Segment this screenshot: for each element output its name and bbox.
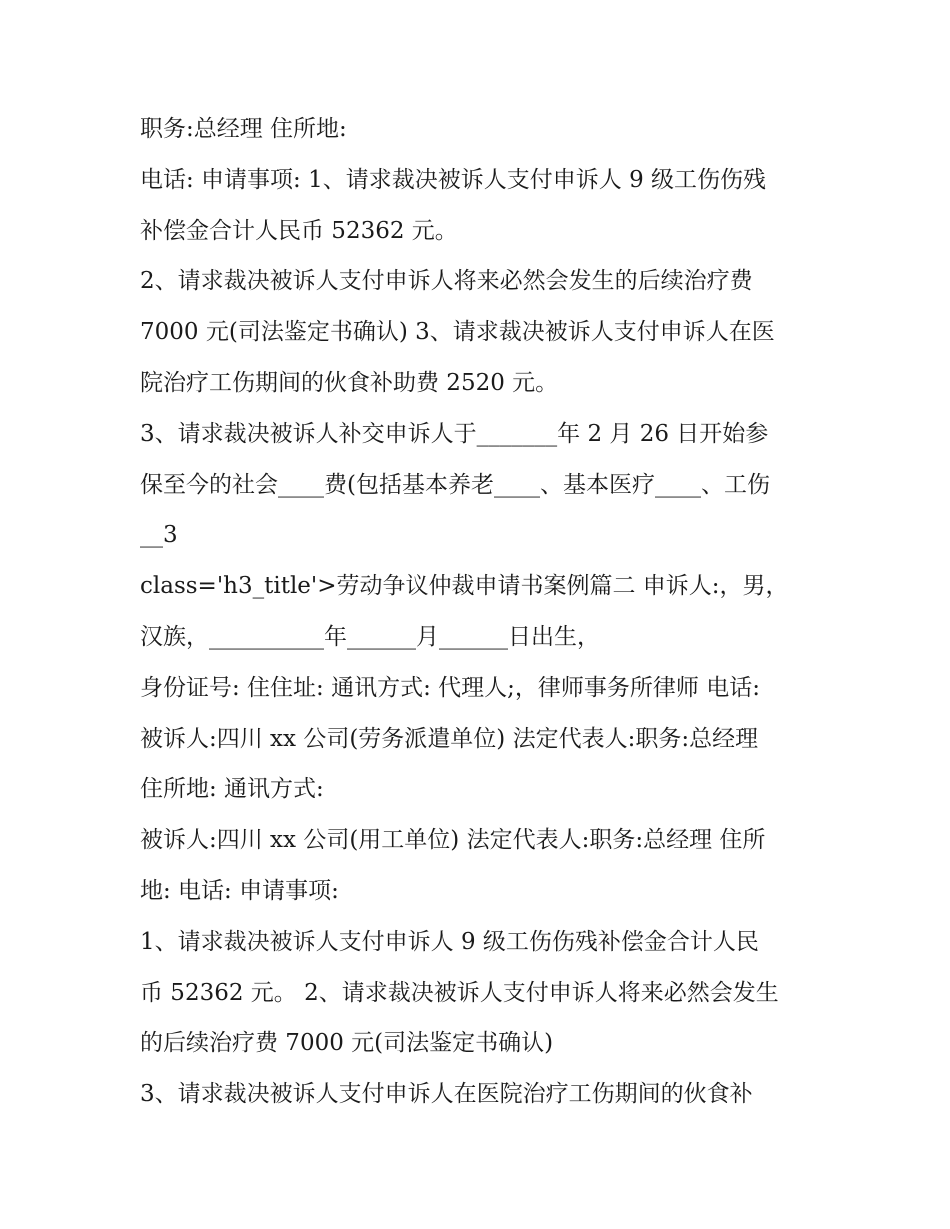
- text-line: 2、请求裁决被诉人支付申诉人将来必然会发生的后续治疗费: [140, 268, 753, 295]
- text-line: class='h3_title'>劳动争议仲裁申请书案例篇二 申诉人:，男，: [140, 573, 789, 600]
- text-line: 职务:总经理 住所地:: [140, 116, 347, 142]
- text-line: 币 52362 元。 2、请求裁决被诉人支付申诉人将来必然会发生: [140, 979, 779, 1006]
- text-line: 住所地: 通讯方式:: [140, 776, 324, 803]
- text-line: 7000 元(司法鉴定书确认) 3、请求裁决被诉人支付申诉人在医: [140, 319, 775, 346]
- text-line: 身份证号: 住住址: 通讯方式: 代理人;，律师事务所律师 电话:: [140, 674, 760, 701]
- text-line: 3、请求裁决被诉人补交申诉人于_______年 2 月 26 日开始参: [140, 420, 769, 447]
- text-line: 被诉人:四川 xx 公司(劳务派遣单位) 法定代表人:职务:总经理: [140, 725, 759, 752]
- text-line: __3: [140, 522, 178, 549]
- text-line: 补偿金合计人民币 52362 元。: [140, 217, 458, 244]
- text-line: 3、请求裁决被诉人支付申诉人在医院治疗工伤期间的伙食补: [140, 1081, 753, 1108]
- text-line: 地: 电话: 申请事项:: [140, 877, 339, 904]
- text-line: 汉族，__________年______月______日出生，: [140, 623, 600, 650]
- text-line: 保至今的社会____费(包括基本养老____、基本医疗____、工伤: [140, 471, 770, 498]
- text-line: 院治疗工伤期间的伙食补助费 2520 元。: [140, 369, 559, 396]
- text-line: 1、请求裁决被诉人支付申诉人 9 级工伤伤残补偿金合计人民: [140, 928, 759, 955]
- text-line: 电话: 申请事项: 1、请求裁决被诉人支付申诉人 9 级工伤伤残: [140, 166, 767, 193]
- text-line: 被诉人:四川 xx 公司(用工单位) 法定代表人:职务:总经理 住所: [140, 827, 766, 854]
- document-body: [140, 104, 820, 1120]
- text-line: 的后续治疗费 7000 元(司法鉴定书确认): [140, 1030, 554, 1057]
